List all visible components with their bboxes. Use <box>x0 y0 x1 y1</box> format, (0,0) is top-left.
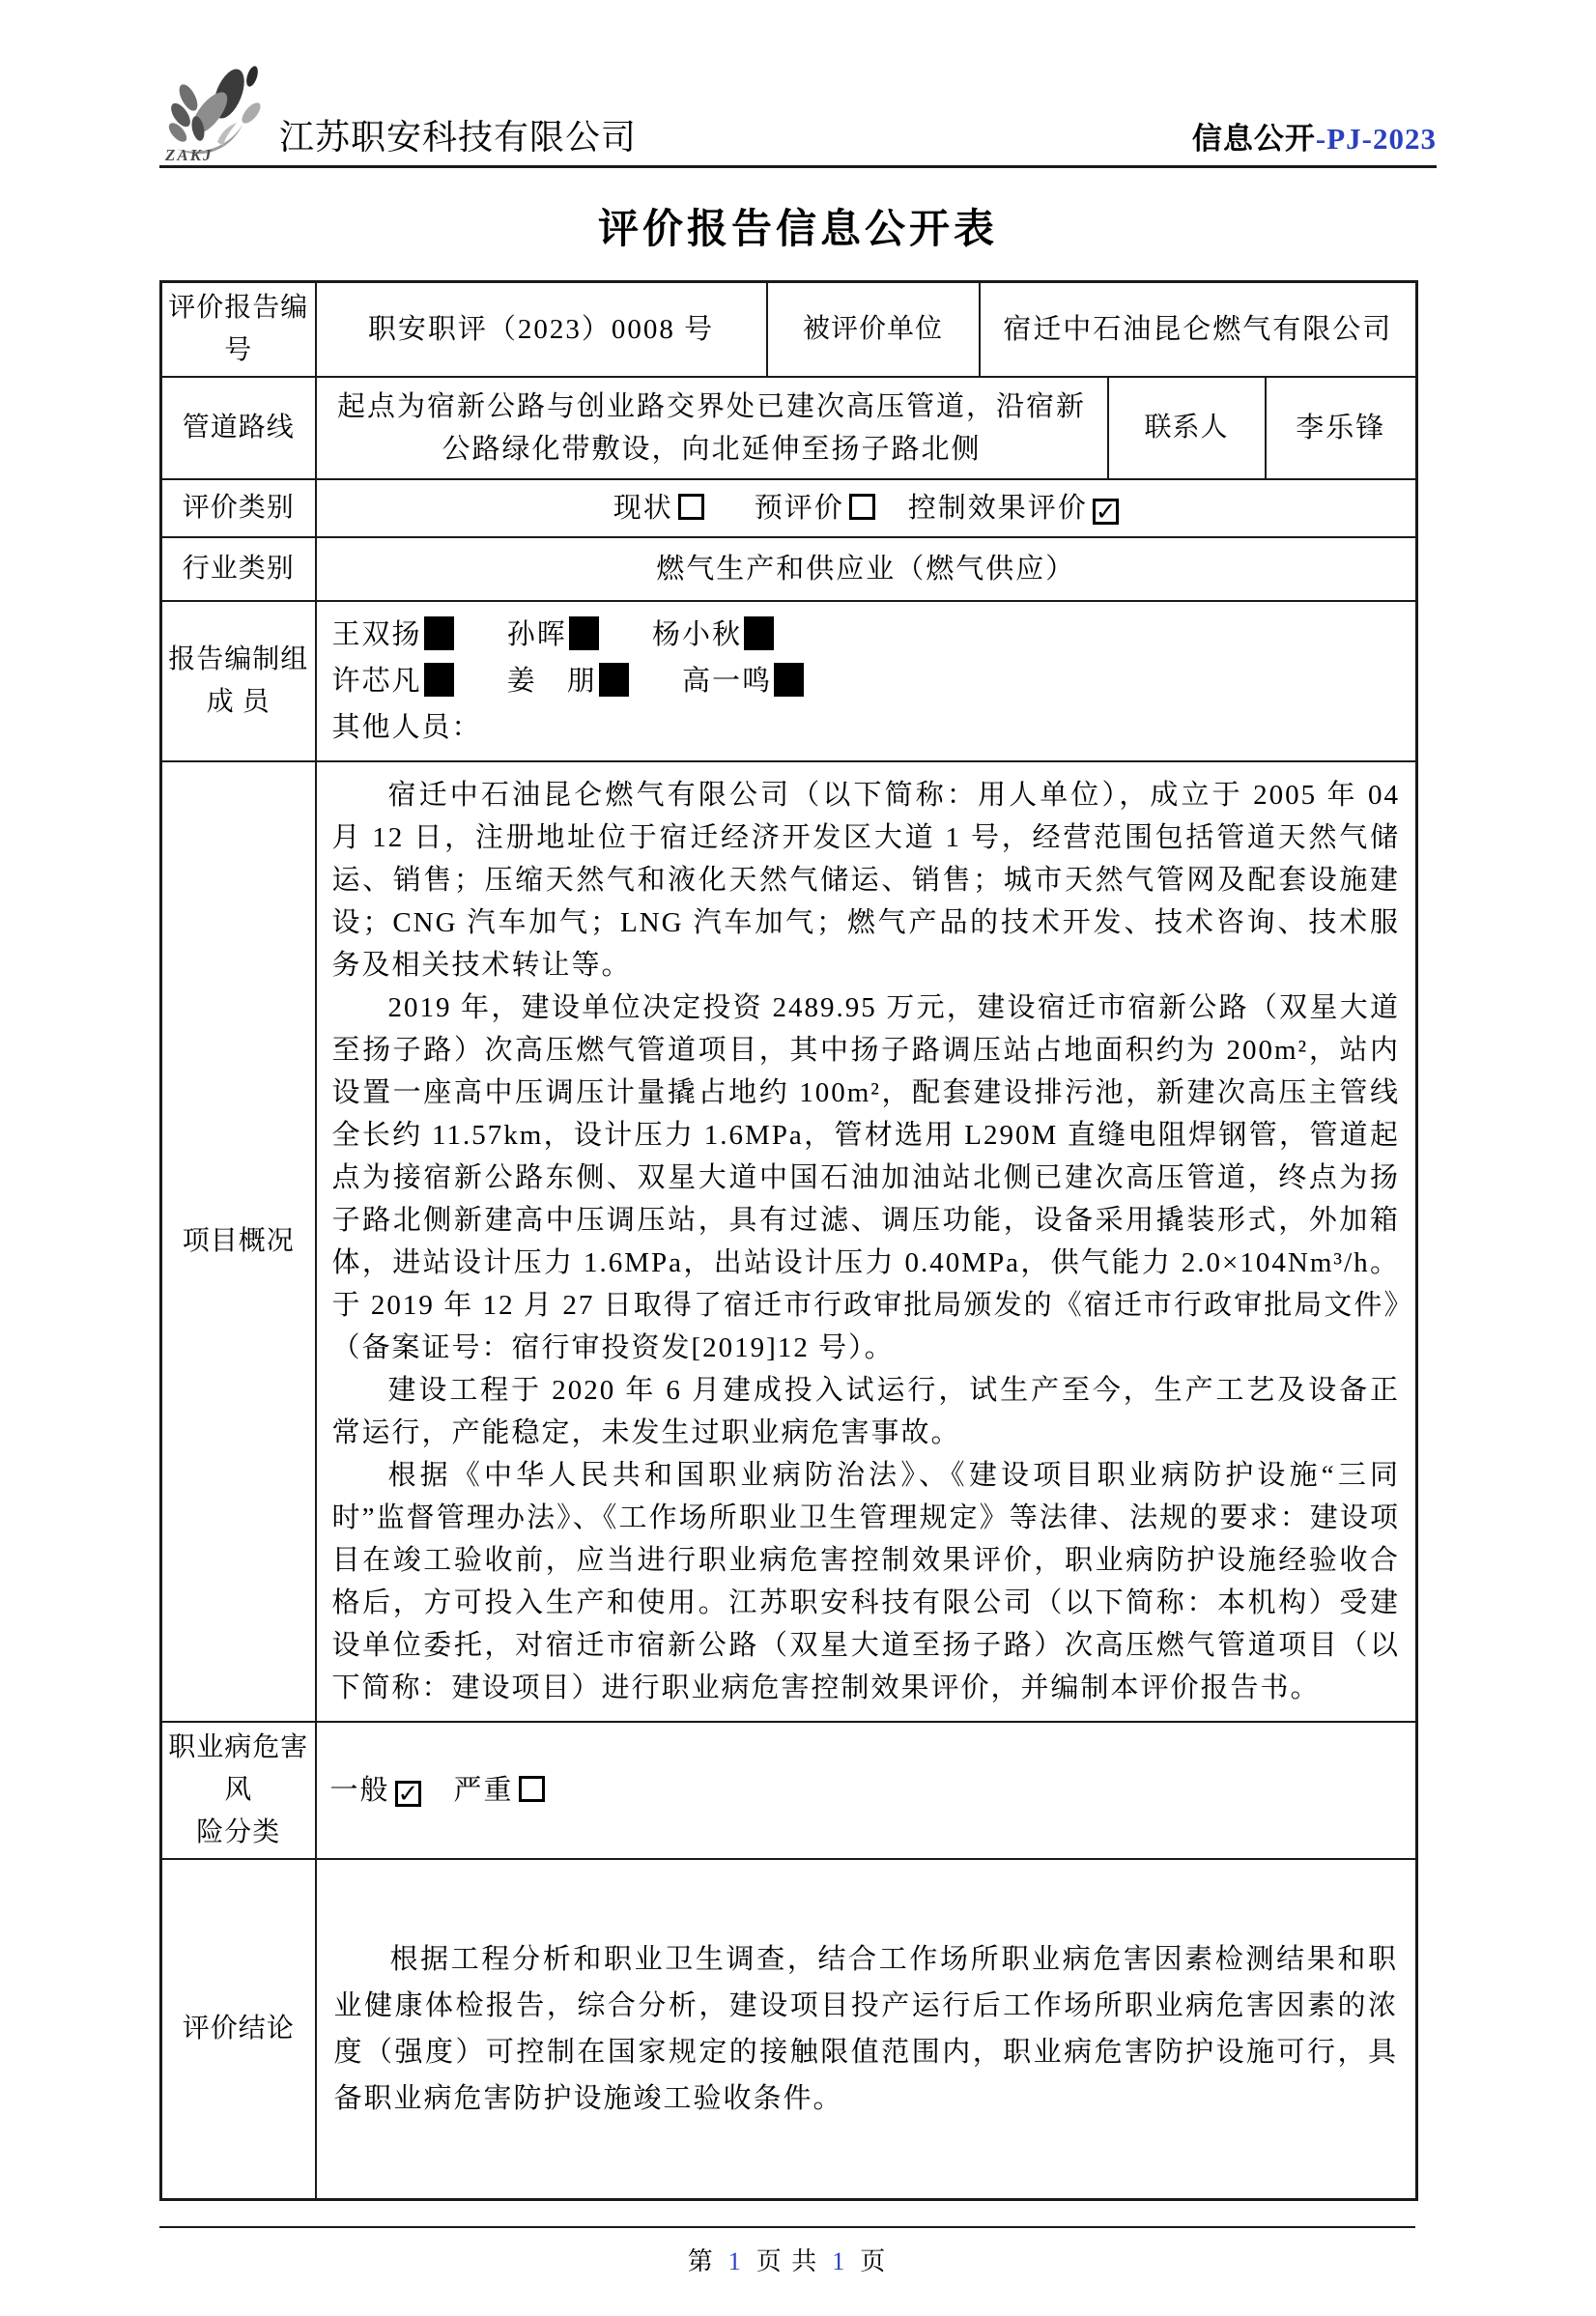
footer-total-pages: 1 <box>832 2246 847 2275</box>
team-members <box>316 601 1417 761</box>
general-checkbox: ✓ <box>395 1781 421 1807</box>
table-row-pipeline <box>161 377 1417 479</box>
redaction-block <box>424 663 454 697</box>
pipeline-label: 管道路线 <box>161 377 316 479</box>
overview-content <box>316 761 1417 1722</box>
redaction-block <box>744 616 774 650</box>
company-name: 江苏职安科技有限公司 <box>279 118 638 157</box>
conclusion-label: 评价结论 <box>161 1859 316 2199</box>
team-label: 报告编制组 成 员 <box>161 601 316 761</box>
redaction-block <box>424 616 454 650</box>
table-row-category <box>161 479 1417 537</box>
page-title: 评价报告信息公开表 <box>597 208 998 252</box>
overview-paragraph: 根据《中华人民共和国职业病防治法》、《建设项目职业病防护设施“三同时”监督管理办法》、《工作场所职业卫生管理规定》等法律、法规的要求：建设项目在竣工验收前，应当进行职业病危害控制效果评价，职业病防护设施经验收合格后，方可投入生产和使用。江苏职安科技有限公司（以下简称：本机构）受建设单位委托，对宿迁市宿新公路（双星大道至扬子路）次高压燃气管道项目（以下简称：建设项目）进行职业病危害控制效果评价，并编制本评价报告书。 <box>331 1460 1401 1703</box>
evaluated-unit-label: 被评价单位 <box>767 282 980 378</box>
conclusion-content <box>316 1859 1417 2199</box>
team-member: 杨小秋 <box>652 619 774 650</box>
checkbox-option-pre-evaluation: 预评价 <box>755 493 875 524</box>
pre-evaluation-checkbox <box>849 494 875 520</box>
industry-label: 行业类别 <box>161 537 316 601</box>
checkbox-option-general: 一般 ✓ <box>330 1775 421 1806</box>
table-row-report-no <box>161 282 1417 378</box>
category-label: 评价类别 <box>161 479 316 537</box>
redaction-block <box>774 663 804 697</box>
contact-label: 联系人 <box>1108 377 1266 479</box>
document-ref-label: 信息公开 <box>1191 122 1316 156</box>
team-member: 孙晖 <box>507 619 599 650</box>
table-row-overview <box>161 761 1417 1722</box>
category-options <box>316 479 1417 537</box>
redaction-block <box>569 616 599 650</box>
severe-checkbox <box>519 1776 545 1802</box>
checkbox-option-severe: 严重 <box>454 1775 545 1806</box>
report-no-value: 职安职评（2023）0008 号 <box>316 282 767 378</box>
footer-prefix: 第 <box>687 2246 715 2275</box>
brand-block <box>159 57 637 165</box>
document-header <box>159 56 1437 168</box>
info-table <box>159 280 1418 2201</box>
logo-text: ZAKJ <box>165 146 214 164</box>
team-member: 王双扬 <box>332 619 454 650</box>
risk-options <box>316 1722 1417 1859</box>
table-row-conclusion <box>161 1859 1417 2199</box>
control-effect-checkbox: ✓ <box>1093 499 1119 525</box>
footer-current-page: 1 <box>727 2246 743 2275</box>
team-line-2 <box>332 658 1401 704</box>
footer-mid: 页 共 <box>755 2246 819 2275</box>
others-label: 其他人员： <box>331 712 482 743</box>
document-ref-code: -PJ-2023 <box>1315 122 1437 156</box>
team-member: 姜 朋 <box>507 666 629 697</box>
evaluated-unit-value: 宿迁中石油昆仑燃气有限公司 <box>980 282 1417 378</box>
checkbox-option-status: 现状 <box>613 493 704 524</box>
risk-label: 职业病危害风 险分类 <box>161 1722 316 1859</box>
overview-paragraph: 2019 年，建设单位决定投资 2489.95 万元，建设宿迁市宿新公路（双星大道至扬子路）次高压燃气管道项目，其中扬子路调压站占地面积约为 200m²，站内设置一座高中压调压计量撬占地约 100m²，配套建设排污池，新建次高压主管线全长约 11.57km，设计压力 1.6MPa，管材选用 L290M 直缝电阻焊钢管，管道起点为接宿新公路东侧、双星大道中国石油加油站北侧已建次高压管道，终点为扬子路北侧新建高中压调压站，具有过滤、调压功能，设备采用撬装形式，外加箱体，进站设计压力 1.6MPa，出站设计压力 0.40MPa，供气能力 2.0×104Nm³/h。于 2019 年 12 月 27 日取得了宿迁市行政审批局颁发的《宿迁市行政审批局文件》（备案证号：宿行审投资发[2019]12 号）。 <box>331 992 1401 1363</box>
redaction-block <box>599 663 629 697</box>
checkbox-option-control-effect: 控制效果评价 ✓ <box>908 493 1119 524</box>
overview-paragraph: 宿迁中石油昆仑燃气有限公司（以下简称：用人单位），成立于 2005 年 04 月 12 日，注册地址位于宿迁经济开发区大道 1 号，经营范围包括管道天然气储运、销售；压缩天然气和液化天然气储运、销售；城市天然气管网及配套设施建设；CNG 汽车加气；LNG 汽车加气；燃气产品的技术开发、技术咨询、技术服务及相关技术转让等。 <box>331 780 1401 981</box>
contact-value: 李乐锋 <box>1266 377 1417 479</box>
table-row-industry <box>161 537 1417 601</box>
industry-value: 燃气生产和供应业（燃气供应） <box>316 537 1417 601</box>
table-row-team <box>161 601 1417 761</box>
table-row-risk <box>161 1722 1417 1859</box>
overview-paragraph: 建设工程于 2020 年 6 月建成投入试运行，试生产至今，生产工艺及设备正常运行，产能稳定，未发生过职业病危害事故。 <box>331 1375 1401 1448</box>
overview-label: 项目概况 <box>161 761 316 1722</box>
report-no-label: 评价报告编号 <box>161 282 316 378</box>
team-line-1 <box>332 612 1401 658</box>
team-member: 许芯凡 <box>332 666 454 697</box>
status-checkbox <box>678 494 704 520</box>
page-footer <box>159 2226 1415 2277</box>
pipeline-value: 起点为宿新公路与创业路交界处已建次高压管道，沿宿新公路绿化带敷设，向北延伸至扬子路北侧 <box>316 377 1108 479</box>
conclusion-paragraph: 根据工程分析和职业卫生调查，结合工作场所职业病危害因素检测结果和职业健康体检报告，综合分析，建设项目投产运行后工作场所职业病危害因素的浓度（强度）可控制在国家规定的接触限值范围内，职业病危害防护设施可行，具备职业病危害防护设施竣工验收条件。 <box>333 1943 1399 2114</box>
company-logo <box>159 57 277 165</box>
team-member: 高一鸣 <box>682 666 804 697</box>
document-ref <box>1192 114 1437 165</box>
footer-suffix: 页 <box>860 2246 888 2275</box>
